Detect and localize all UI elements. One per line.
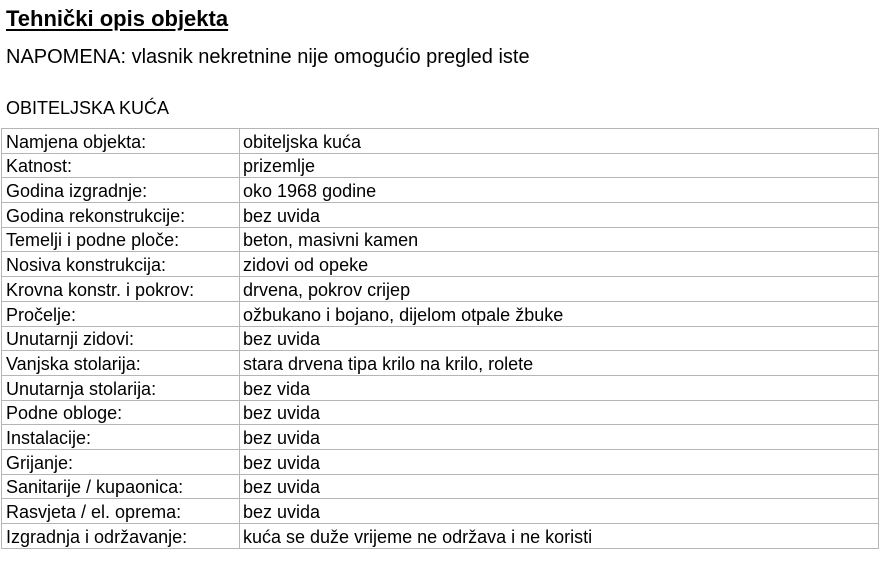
row-label: Grijanje: [2,449,240,474]
table-row [2,326,879,351]
row-value: bez vida [240,375,879,400]
section-heading: OBITELJSKA KUĆA [6,98,170,118]
table-row [2,524,879,549]
table-row [2,375,879,400]
row-value: bez uvida [240,449,879,474]
table-row [2,474,879,499]
row-value: beton, masivni kamen [240,227,879,252]
document-title: Tehnički opis objekta [6,6,229,31]
row-value: kuća se duže vrijeme ne održava i ne koristi [240,524,879,549]
row-value: prizemlje [240,153,879,178]
row-value: bez uvida [240,326,879,351]
table-row [2,400,879,425]
table-row [2,277,879,302]
row-label: Vanjska stolarija: [2,351,240,376]
row-value: bez uvida [240,499,879,524]
row-value: bez uvida [240,474,879,499]
row-label: Izgradnja i održavanje: [2,524,240,549]
row-label: Namjena objekta: [2,129,240,154]
row-value: oko 1968 godine [240,178,879,203]
table-row [2,153,879,178]
spec-table [1,128,879,549]
table-row [2,252,879,277]
row-value: bez uvida [240,203,879,228]
row-label: Katnost: [2,153,240,178]
row-label: Sanitarije / kupaonica: [2,474,240,499]
row-value: drvena, pokrov crijep [240,277,879,302]
row-label: Unutarnja stolarija: [2,375,240,400]
table-row [2,301,879,326]
row-value: zidovi od opeke [240,252,879,277]
row-label: Rasvjeta / el. oprema: [2,499,240,524]
row-label: Temelji i podne ploče: [2,227,240,252]
row-label: Nosiva konstrukcija: [2,252,240,277]
table-row [2,203,879,228]
table-row [2,227,879,252]
row-label: Krovna konstr. i pokrov: [2,277,240,302]
row-label: Unutarnji zidovi: [2,326,240,351]
row-value: stara drvena tipa krilo na krilo, rolete [240,351,879,376]
row-label: Podne obloge: [2,400,240,425]
table-row [2,351,879,376]
table-row [2,178,879,203]
row-value: bez uvida [240,400,879,425]
note-text: NAPOMENA: vlasnik nekretnine nije omogućio pregled iste [6,46,530,68]
row-value: ožbukano i bojano, dijelom otpale žbuke [240,301,879,326]
table-row [2,449,879,474]
table-row [2,129,879,154]
row-label: Godina izgradnje: [2,178,240,203]
row-value: obiteljska kuća [240,129,879,154]
row-label: Godina rekonstrukcije: [2,203,240,228]
row-label: Instalacije: [2,425,240,450]
row-label: Pročelje: [2,301,240,326]
table-row [2,425,879,450]
table-row [2,499,879,524]
row-value: bez uvida [240,425,879,450]
